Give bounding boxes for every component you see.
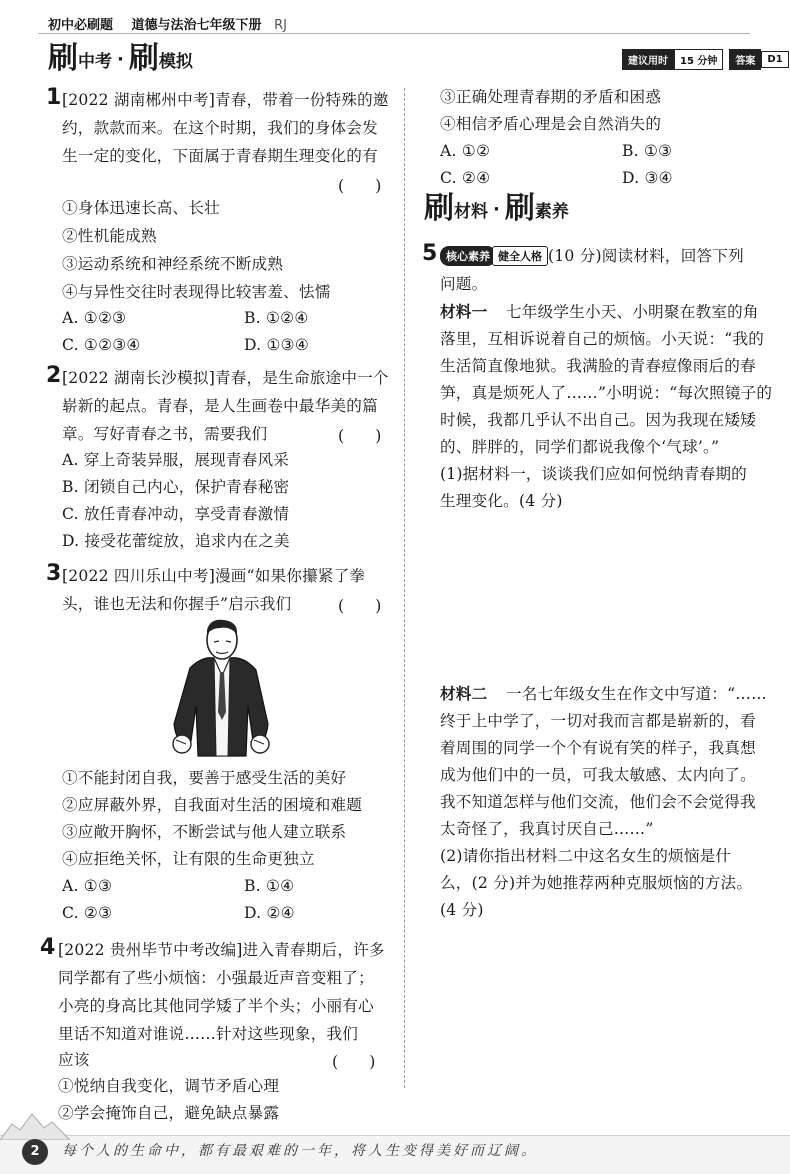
q2-line: [2022 湖南长沙模拟]青春，是生命旅途中一个: [62, 369, 389, 387]
brush-glyph: 刷: [424, 191, 454, 226]
q4-item: ④相信矛盾心理是会自然消失的: [440, 115, 662, 133]
q3-item: ①不能封闭自我，要善于感受生活的美好: [62, 769, 347, 787]
q3-line: [2022 四川乐山中考]漫画“如果你攥紧了拳: [62, 567, 366, 585]
page-number: 2: [22, 1139, 48, 1165]
q1-item: ④与异性交往时表现得比较害羞、怯懦: [62, 283, 331, 301]
q1-line: [2022 湖南郴州中考]青春，带着一份特殊的邀: [62, 91, 389, 109]
banner-word: 模拟: [158, 52, 193, 72]
choice-d: D. ②④: [244, 904, 295, 922]
q3-item: ④应拒绝关怀，让有限的生命更独立: [62, 850, 315, 868]
time-label: 建议用时: [622, 49, 674, 70]
question-number: 3: [46, 561, 62, 586]
q5-line: 问题。: [440, 275, 488, 293]
material-2-line: 终于上中学了，一切对我而言都是崭新的，看: [440, 712, 756, 730]
answer-blank: ( ): [338, 597, 382, 615]
q1-item: ③运动系统和神经系统不断成熟: [62, 255, 284, 273]
answer-page: D1: [761, 51, 788, 68]
banner-word: 素养: [534, 202, 569, 222]
q1-item: ①身体迅速长高、长壮: [62, 199, 220, 217]
q4-line: 里话不知道对谁说……针对这些现象，我们: [58, 1025, 359, 1043]
material-1-line: 笋，真是烦死人了……”小明说：“每次照镜子的: [440, 384, 773, 402]
choice-c: C. ②③: [62, 904, 113, 922]
choice-c: C. 放任青春冲动，享受青春激情: [62, 505, 290, 523]
material-1-line: 时候，我都几乎认不出自己。因为我现在矮矮: [440, 411, 756, 429]
running-header: [48, 14, 301, 33]
material-2-line: 着周围的同学一个个有说有笑的样子，我真想: [440, 739, 756, 757]
material-2-line: 成为他们中的一员，可我太敏感、太内向了。: [440, 766, 756, 784]
q1-line: 约，款款而来。在这个时期，我们的身体会发: [62, 119, 378, 137]
choice-b: B. 闭锁自己内心，保护青春秘密: [62, 478, 290, 496]
q2-line: 崭新的起点。青春，是人生画卷中最华美的篇: [62, 397, 378, 415]
header-rule: [38, 33, 750, 34]
q3-line: 头，谁也无法和你握手”启示我们: [62, 595, 292, 613]
choice-a: A. ①②: [440, 142, 491, 160]
edition-label: RJ: [274, 18, 287, 33]
time-value: 15 分钟: [674, 49, 723, 70]
section-banner-left: [48, 40, 193, 74]
choice-c: C. ②④: [440, 169, 491, 187]
choice-b: B. ①③: [622, 142, 673, 160]
brush-glyph: 刷: [128, 41, 159, 76]
answer-blank: ( ): [332, 1053, 376, 1071]
choice-b: B. ①④: [244, 877, 295, 895]
series-name: 初中必刷题: [48, 18, 114, 33]
material-2-line: 我不知道怎样与他们交流，他们会不会觉得我: [440, 793, 756, 811]
mountain-decoration: [0, 1108, 70, 1140]
footer-motto: 每个人的生命中，都有最艰难的一年，将人生变得美好而辽阔。: [62, 1143, 538, 1159]
material-1-line: 生活简直像地狱。我满脸的青春痘像雨后的春: [440, 357, 756, 375]
q4-line: 小亮的身高比其他同学矮了半个头；小丽有心: [58, 997, 374, 1015]
choice-d: D. 接受花蕾绽放，追求内在之美: [62, 532, 290, 550]
banner-word: 材料: [454, 202, 488, 222]
q3-item: ②应屏蔽外界，自我面对生活的困境和难题: [62, 796, 363, 814]
q1-item: ②性机能成熟: [62, 227, 157, 245]
material-1-line: 落里，互相诉说着自己的烦恼。小天说：“我的: [440, 330, 765, 348]
q3-item: ③应敞开胸怀，不断尝试与他人建立联系: [62, 823, 347, 841]
q4-item: ③正确处理青春期的矛盾和困惑: [440, 88, 662, 106]
choice-a: A. ①②③: [62, 309, 127, 327]
banner-dot: ·: [493, 199, 500, 220]
q5-line: (10 分)阅读材料，回答下列: [548, 247, 744, 265]
sub-question-2: 么，(2 分)并为她推荐两种克服烦恼的方法。: [440, 874, 753, 892]
choice-c: C. ①②③④: [62, 336, 141, 354]
cartoon-man-clenched-fists: [150, 616, 290, 758]
q1-line: 生一定的变化，下面属于青春期生理变化的有: [62, 147, 378, 165]
section-banner-right: [424, 190, 569, 224]
answer-blank: ( ): [338, 177, 382, 195]
time-hint: [622, 49, 789, 70]
q4-line: 应该: [58, 1051, 90, 1069]
brush-glyph: 刷: [48, 41, 78, 76]
q4-item: ②学会掩饰自己，避免缺点暴露: [58, 1104, 280, 1122]
choice-d: D. ③④: [622, 169, 673, 187]
choice-a: A. ①③: [62, 877, 113, 895]
tag-sound-personality: 健全人格: [492, 246, 548, 266]
material-1-label: 材料一: [440, 302, 488, 321]
brush-glyph: 刷: [504, 191, 535, 226]
tag-core-literacy: 核心素养: [440, 246, 496, 266]
question-number: 4: [40, 935, 56, 960]
question-number: 1: [46, 85, 62, 110]
sub-question-1: 生理变化。(4 分): [440, 492, 563, 510]
banner-dot: ·: [117, 49, 124, 70]
material-2-line: 一名七年级女生在作文中写道：“……: [506, 685, 767, 703]
choice-a: A. 穿上奇装异服，展现青春风采: [62, 451, 290, 469]
q4-line: [2022 贵州毕节中考改编]进入青春期后，许多: [58, 941, 385, 959]
q4-item: ①悦纳自我变化，调节矛盾心理: [58, 1077, 280, 1095]
sub-question-1: (1)据材料一，谈谈我们应如何悦纳青春期的: [440, 465, 747, 483]
answer-blank: ( ): [338, 427, 382, 445]
sub-question-2: (4 分): [440, 901, 484, 919]
book-title: 道德与法治七年级下册: [131, 18, 262, 33]
choice-b: B. ①②④: [244, 309, 309, 327]
material-1-line: 七年级学生小天、小明聚在教室的角: [506, 303, 759, 321]
q4-line: 同学都有了些小烦恼：小强最近声音变粗了；: [58, 969, 374, 987]
answer-label: 答案: [729, 49, 761, 70]
question-number: 5: [422, 241, 438, 266]
material-2-label: 材料二: [440, 684, 488, 703]
question-number: 2: [46, 363, 62, 388]
material-2-line: 太奇怪了，我真讨厌自己……”: [440, 820, 654, 838]
banner-word: 中考: [78, 52, 112, 72]
choice-d: D. ①③④: [244, 336, 309, 354]
sub-question-2: (2)请你指出材料二中这名女生的烦恼是什: [440, 847, 732, 865]
material-1-line: 的、胖胖的，同学们都说我像个‘气球’。”: [440, 438, 720, 456]
q2-line: 章。写好青春之书，需要我们: [62, 425, 268, 443]
column-divider: [404, 88, 405, 1088]
